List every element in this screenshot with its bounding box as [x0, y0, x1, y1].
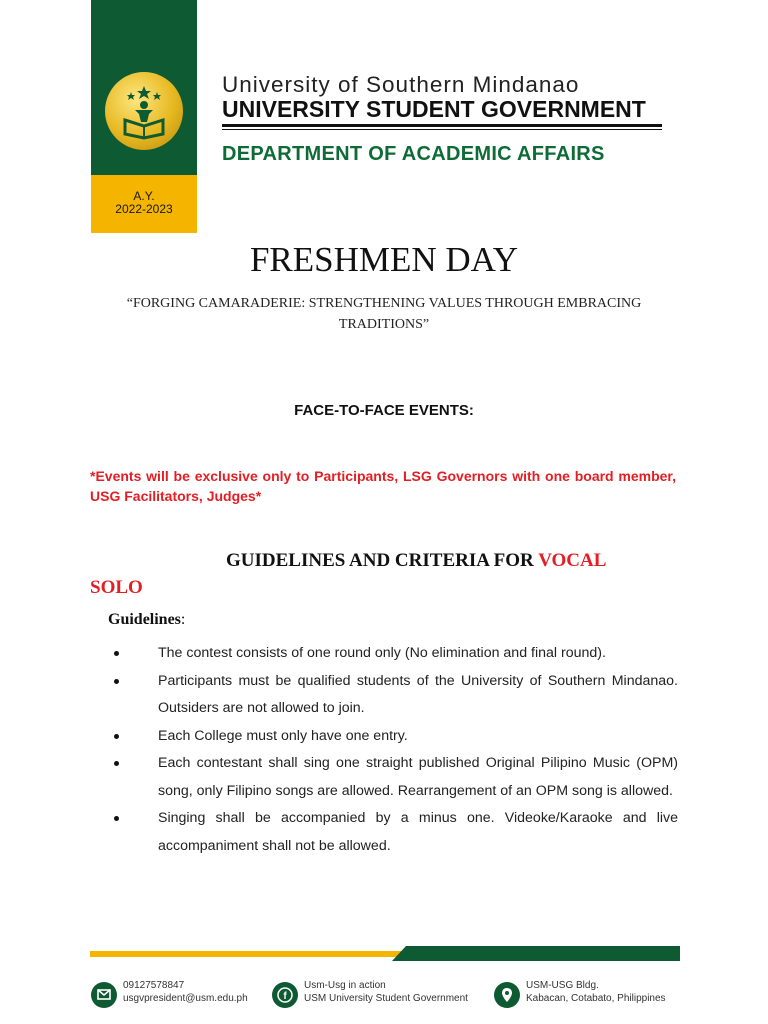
footer-email[interactable]: usgvpresident@usm.edu.ph [123, 993, 248, 1004]
university-name: University of Southern Mindanao [222, 72, 580, 97]
rule-text: Each College must only have one entry. [158, 727, 408, 744]
footer-fb-page[interactable]: Usm-Usg in action [304, 980, 386, 991]
bullet-icon [114, 734, 119, 739]
org-name: UNIVERSITY STUDENT GOVERNMENT [222, 96, 646, 122]
footer-stripe [90, 946, 680, 961]
bullet-icon [114, 651, 119, 656]
guidelines-subheading [108, 611, 185, 629]
event-theme: “FORGING CAMARADERIE: STRENGTHENING VALUES THROUGH EMBRACING TRADITIONS” [126, 296, 642, 332]
bullet-icon [114, 761, 119, 766]
usg-seal-logo [105, 72, 183, 150]
ay-value: 2022-2023 [115, 202, 173, 216]
exclusivity-notice: *Events will be exclusive only to Participants, LSG Governors with one board member, USG Facilitators, Judges* [90, 468, 676, 504]
bullet-icon [114, 679, 119, 684]
rules-list [90, 640, 678, 860]
footer-fb-name: USM University Student Government [304, 993, 468, 1004]
footer-building: USM-USG Bldg. [526, 980, 599, 991]
svg-text:f: f [283, 991, 287, 1002]
guidelines-label: Guidelines [108, 611, 181, 628]
bullet-icon [114, 816, 119, 821]
header-rule-thin [222, 129, 662, 130]
list-item [90, 750, 678, 805]
guidelines-colon: : [180, 611, 186, 628]
department-name: DEPARTMENT OF ACADEMIC AFFAIRS [222, 143, 605, 165]
rule-text: The contest consists of one round only (No elimination and final round). [158, 645, 606, 661]
section-heading: FACE-TO-FACE EVENTS: [294, 402, 474, 419]
rule-text: Participants must be qualified students of the University of Southern Mindanao. Outsiders are not allowed to join. [158, 672, 678, 716]
footer-location: Kabacan, Cotabato, Philippines [526, 993, 666, 1004]
header-banner [91, 0, 197, 233]
ay-label: A.Y. [133, 189, 155, 203]
heading-red-text-2: SOLO [90, 577, 143, 598]
guidelines-criteria-heading [90, 547, 650, 601]
academic-year-box [91, 175, 197, 233]
header-rule [222, 124, 662, 127]
location-pin-icon [494, 982, 520, 1008]
heading-black-text: GUIDELINES AND CRITERIA FOR [226, 550, 534, 571]
rule-text: Singing shall be accompanied by a minus one. Videoke/Karaoke and live accompaniment shall not be allowed. [158, 810, 678, 854]
footer-phone: 09127578847 [123, 980, 185, 991]
heading-red-text-1: VOCAL [538, 550, 607, 571]
rule-text: Each contestant shall sing one straight published Original Pilipino Music (OPM) song, only Filipino songs are allowed. Rearrangement of an OPM song is allowed. [158, 755, 678, 799]
email-icon [91, 982, 117, 1008]
list-item [90, 805, 678, 860]
facebook-icon [272, 982, 298, 1008]
page-title: FRESHMEN DAY [249, 240, 519, 279]
list-item [90, 723, 678, 751]
list-item [90, 640, 678, 668]
list-item [90, 668, 678, 723]
